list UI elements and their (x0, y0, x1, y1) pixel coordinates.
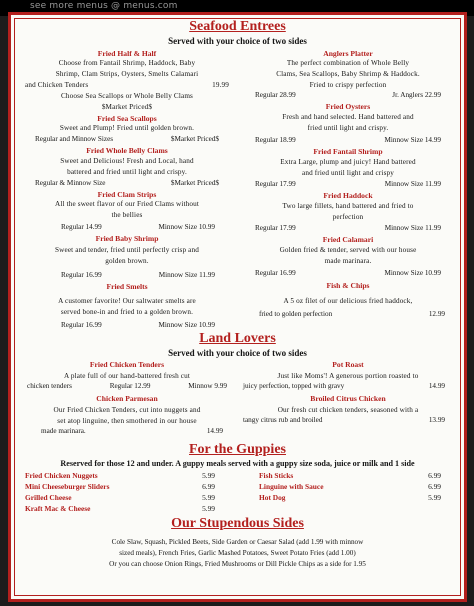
item-price-row: tangy citrus rub and broiled 13.99 (243, 416, 445, 424)
item-price: 14.99 (428, 382, 445, 390)
item-price-row: Regular 16.99 Minnow Size 10.99 (255, 269, 441, 277)
sides-title: Our Stupendous Sides (171, 516, 304, 531)
item-description: Extra Large, plump and juicy! Hand battered and fried until light and crispy (280, 158, 416, 177)
item-price-row: Regular 28.99 Jr. Anglers 22.99 (255, 91, 441, 99)
item-description: Just like Moms'! A generous portion roasted to (277, 372, 419, 380)
item-price-row: Regular 17.99 Minnow Size 11.99 (255, 224, 441, 232)
item-price-row: fried to golden perfection 12.99 (259, 310, 445, 318)
item-name: Fried Calamari (322, 235, 374, 244)
item-description: Choose from Fantail Shrimp, Haddock, Baby Shrimp, Clam Strips, Oysters, Smelts Calamari and Chicken Tenders 19.99 Choose Sea Scallops or Whole Belly Clams $Market Priced$ (25, 59, 229, 111)
item-price-row: Regular 16.99 Minnow Size 10.99 (61, 321, 215, 329)
item-description: Sweet and tender, fried until perfectly crisp and golden brown. (55, 246, 199, 265)
item-description: Sweet and Delicious! Fresh and Local, hand battered and fried until light and crispy. (60, 157, 194, 176)
item-name: Fried Fantail Shrimp (313, 147, 383, 156)
item-description: Our fresh cut chicken tenders, seasoned with a (277, 406, 419, 414)
guppy-item: Mini Cheeseburger Sliders 6.99 (25, 482, 215, 491)
item-price-row: made marinara. 14.99 (41, 427, 223, 435)
guppy-item: Fried Chicken Nuggets 5.99 (25, 471, 215, 480)
land-subtitle: Served with your choice of two sides (168, 348, 307, 358)
item-description: All the sweet flavor of our Fried Clams without the bellies (55, 200, 199, 219)
item-name: Fried Haddock (323, 191, 373, 200)
item-price-row: Regular & Minnow Size $Market Priced$ (35, 179, 219, 187)
item-name: Fried Sea Scallops (97, 114, 157, 123)
guppy-item: Hot Dog 5.99 (259, 493, 441, 502)
item-name: Fried Half & Half (97, 49, 157, 58)
item-price: 19.99 (212, 81, 229, 89)
item-price-row: Regular and Minnow Sizes $Market Priced$ (35, 135, 219, 143)
land-title: Land Lovers (199, 331, 276, 346)
item-name: Fried Whole Belly Clams (86, 146, 168, 155)
item-name: Pot Roast (332, 360, 364, 369)
item-description: A plate full of our hand-battered fresh cut (64, 372, 190, 380)
item-name: Anglers Platter (323, 49, 373, 58)
item-description: Two large fillets, hand battered and fried to perfection (282, 202, 414, 221)
watermark-text: see more menus @ menus.com (30, 1, 178, 11)
guppy-item: Grilled Cheese 5.99 (25, 493, 215, 502)
item-price-row: chicken tenders Regular 12.99 Minnow 9.99 (27, 382, 227, 390)
item-name: Fried Oysters (325, 102, 371, 111)
item-price-row: Regular 18.99 Minnow Size 14.99 (255, 136, 441, 144)
item-name: Broiled Citrus Chicken (310, 394, 386, 403)
item-name: Fried Chicken Tenders (89, 360, 165, 369)
guppies-subtitle: Reserved for those 12 and under. A guppy meals served with a guppy size soda, juice or milk and 1 side (60, 459, 415, 468)
guppy-item: Linguine with Sauce 6.99 (259, 482, 441, 491)
item-description: Fresh and hand selected. Hand battered and fried until light and crispy. (282, 113, 414, 132)
item-price: 13.99 (428, 416, 445, 424)
seafood-title: Seafood Entrees (189, 19, 286, 34)
item-price-row: Regular 14.99 Minnow Size 10.99 (61, 223, 215, 231)
item-price-row: Regular 16.99 Minnow Size 11.99 (61, 271, 215, 279)
item-description: Our Fried Chicken Tenders, cut into nuggets and set atop linguine, then smothered in our house (53, 406, 201, 425)
item-name: Fried Clam Strips (97, 190, 157, 199)
guppies-title: For the Guppies (189, 442, 286, 457)
guppy-item: Kraft Mac & Cheese 5.99 (25, 504, 215, 513)
item-price: 14.99 (206, 427, 223, 435)
item-price-row: Regular 17.99 Minnow Size 11.99 (255, 180, 441, 188)
item-name: Chicken Parmesan (96, 394, 158, 403)
item-description: A 5 oz filet of our delicious fried haddock, (283, 297, 413, 305)
item-name: Fish & Chips (326, 281, 370, 290)
item-name: Fried Baby Shrimp (95, 234, 159, 243)
seafood-subtitle: Served with your choice of two sides (168, 36, 307, 46)
menu-page (8, 12, 467, 602)
sides-description: Cole Slaw, Squash, Pickled Beets, Side Garden or Caesar Salad (add 1.99 with minnow sized meals), French Fries, Garlic Mashed Potatoes, Sweet Potato Fries (add 1.00) Or you can choose Onion Rings, Fried Mushrooms or Dill Pickle Chips as a side for 1.95 (109, 538, 366, 568)
item-description: Sweet and Plump! Fried until golden brown. (59, 124, 195, 132)
item-description: A customer favorite! Our saltwater smelts are served bone-in and fried to a golden brown. (58, 297, 196, 316)
item-price: 12.99 (428, 310, 445, 318)
guppy-item: Fish Sticks 6.99 (259, 471, 441, 480)
item-description: Golden fried & tender, served with our house made marinara. (279, 246, 417, 265)
item-name: Fried Smelts (106, 282, 148, 291)
item-price-row: juicy perfection, topped with gravy 14.99 (243, 382, 445, 390)
item-description: The perfect combination of Whole Belly Clams, Sea Scallops, Baby Shrimp & Haddock. Fried to crispy perfection (276, 59, 420, 89)
